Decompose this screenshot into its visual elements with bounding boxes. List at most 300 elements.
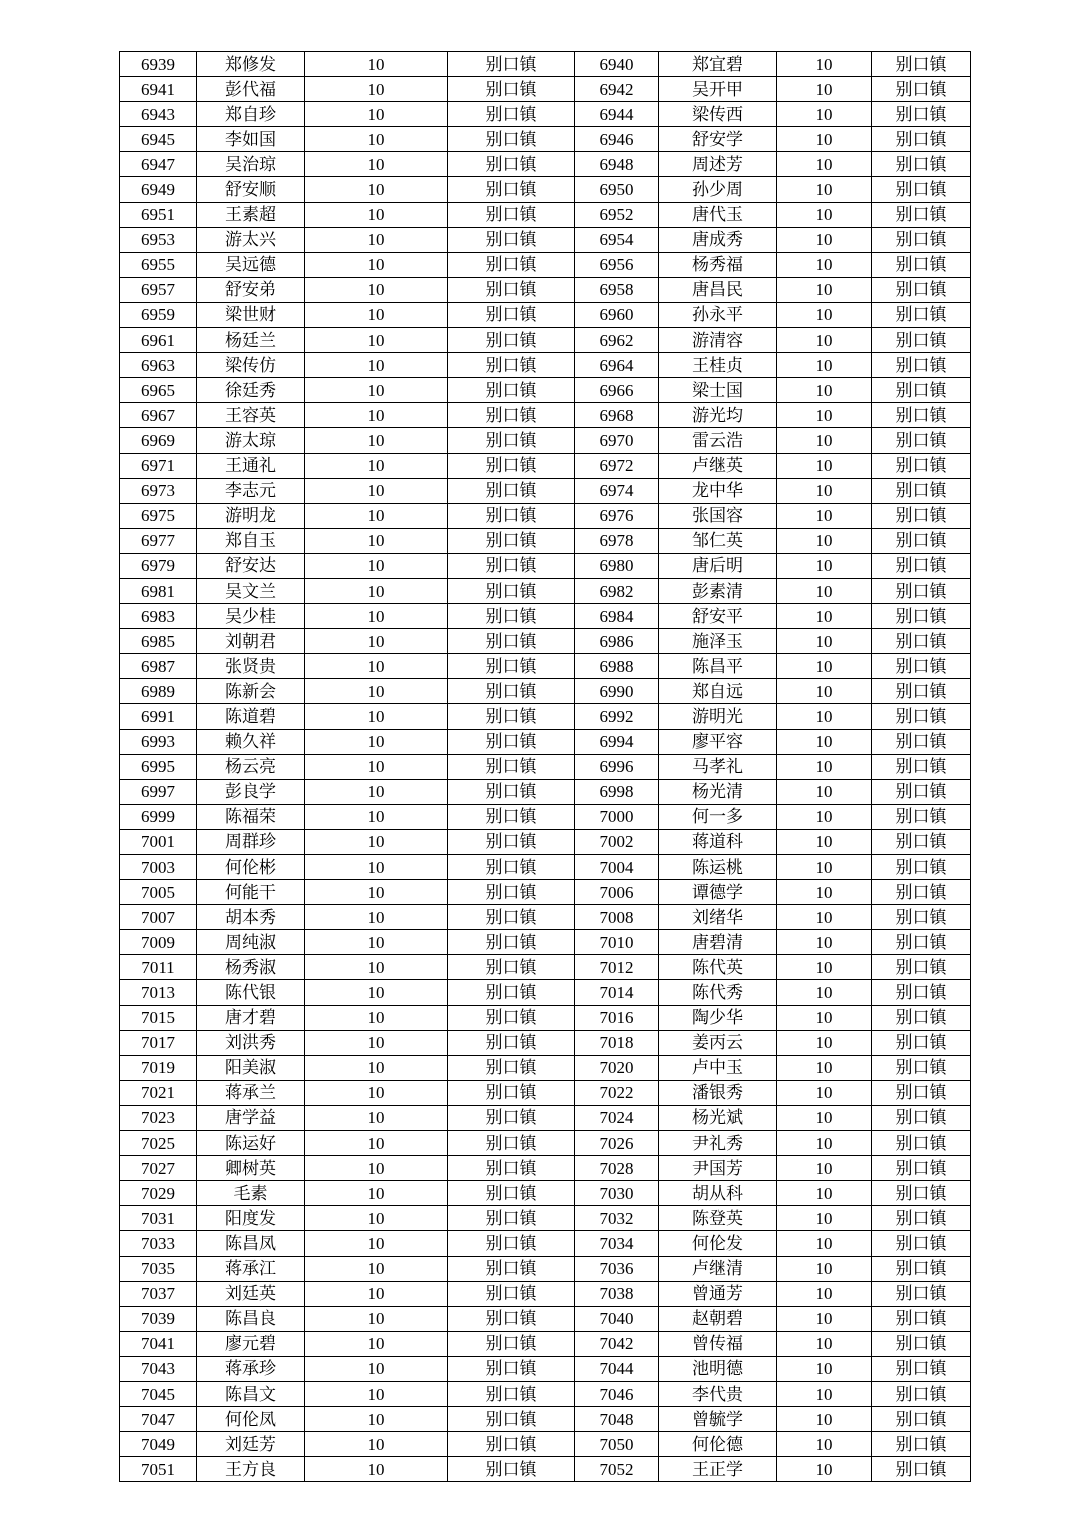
name-cell: 蒋承兰 — [197, 1080, 305, 1105]
amount-cell: 10 — [305, 729, 448, 754]
amount-cell: 10 — [305, 905, 448, 930]
table-row — [120, 729, 971, 754]
id-cell: 6960 — [575, 302, 659, 327]
name-cell: 廖元碧 — [197, 1331, 305, 1356]
id-cell: 7021 — [120, 1080, 197, 1105]
town-cell: 别口镇 — [448, 478, 575, 503]
amount-cell: 10 — [305, 152, 448, 177]
id-cell: 6981 — [120, 578, 197, 603]
id-cell: 7009 — [120, 930, 197, 955]
town-cell: 别口镇 — [448, 1356, 575, 1381]
name-cell: 尹礼秀 — [659, 1131, 777, 1156]
name-cell: 曾毓学 — [659, 1407, 777, 1432]
name-cell: 陈新会 — [197, 679, 305, 704]
name-cell: 彭素清 — [659, 578, 777, 603]
id-cell: 7006 — [575, 880, 659, 905]
id-cell: 6988 — [575, 654, 659, 679]
amount-cell: 10 — [777, 1381, 872, 1406]
table-row — [120, 1457, 971, 1482]
town-cell: 别口镇 — [872, 704, 971, 729]
name-cell: 孙少周 — [659, 177, 777, 202]
name-cell: 梁传西 — [659, 102, 777, 127]
id-cell: 6965 — [120, 378, 197, 403]
name-cell: 游明光 — [659, 704, 777, 729]
town-cell: 别口镇 — [872, 1181, 971, 1206]
amount-cell: 10 — [305, 1055, 448, 1080]
name-cell: 游太兴 — [197, 227, 305, 252]
amount-cell: 10 — [777, 428, 872, 453]
name-cell: 杨秀福 — [659, 252, 777, 277]
amount-cell: 10 — [777, 553, 872, 578]
town-cell: 别口镇 — [872, 127, 971, 152]
name-cell: 舒安学 — [659, 127, 777, 152]
name-cell: 游明龙 — [197, 503, 305, 528]
id-cell: 6999 — [120, 804, 197, 829]
town-cell: 别口镇 — [448, 980, 575, 1005]
table-row — [120, 1005, 971, 1030]
table-row — [120, 1432, 971, 1457]
town-cell: 别口镇 — [448, 1256, 575, 1281]
name-cell: 杨光斌 — [659, 1105, 777, 1130]
town-cell: 别口镇 — [872, 679, 971, 704]
amount-cell: 10 — [777, 328, 872, 353]
table-row — [120, 202, 971, 227]
amount-cell: 10 — [777, 503, 872, 528]
id-cell: 6967 — [120, 403, 197, 428]
town-cell: 别口镇 — [448, 654, 575, 679]
amount-cell: 10 — [305, 1356, 448, 1381]
amount-cell: 10 — [305, 277, 448, 302]
town-cell: 别口镇 — [448, 1281, 575, 1306]
town-cell: 别口镇 — [448, 1457, 575, 1482]
amount-cell: 10 — [777, 152, 872, 177]
amount-cell: 10 — [777, 754, 872, 779]
name-cell: 徐廷秀 — [197, 378, 305, 403]
name-cell: 彭代福 — [197, 77, 305, 102]
amount-cell: 10 — [305, 227, 448, 252]
table-row — [120, 1030, 971, 1055]
name-cell: 何能干 — [197, 880, 305, 905]
amount-cell: 10 — [305, 1256, 448, 1281]
id-cell: 6975 — [120, 503, 197, 528]
amount-cell: 10 — [305, 604, 448, 629]
amount-cell: 10 — [305, 1281, 448, 1306]
table-row — [120, 604, 971, 629]
table-row — [120, 1206, 971, 1231]
town-cell: 别口镇 — [872, 353, 971, 378]
amount-cell: 10 — [305, 1206, 448, 1231]
table-row — [120, 855, 971, 880]
town-cell: 别口镇 — [448, 704, 575, 729]
name-cell: 郑自远 — [659, 679, 777, 704]
id-cell: 7025 — [120, 1131, 197, 1156]
amount-cell: 10 — [777, 1356, 872, 1381]
id-cell: 7029 — [120, 1181, 197, 1206]
town-cell: 别口镇 — [872, 478, 971, 503]
id-cell: 6974 — [575, 478, 659, 503]
name-cell: 蒋承江 — [197, 1256, 305, 1281]
name-cell: 唐成秀 — [659, 227, 777, 252]
name-cell: 刘廷英 — [197, 1281, 305, 1306]
amount-cell: 10 — [305, 127, 448, 152]
amount-cell: 10 — [777, 804, 872, 829]
town-cell: 别口镇 — [448, 102, 575, 127]
town-cell: 别口镇 — [448, 77, 575, 102]
name-cell: 舒安顺 — [197, 177, 305, 202]
amount-cell: 10 — [777, 378, 872, 403]
name-cell: 赵朝碧 — [659, 1306, 777, 1331]
table-row — [120, 1281, 971, 1306]
id-cell: 6972 — [575, 453, 659, 478]
name-cell: 陶少华 — [659, 1005, 777, 1030]
amount-cell: 10 — [777, 1407, 872, 1432]
name-cell: 刘洪秀 — [197, 1030, 305, 1055]
table-row — [120, 754, 971, 779]
record-table — [119, 51, 971, 1482]
table-row — [120, 880, 971, 905]
amount-cell: 10 — [305, 679, 448, 704]
name-cell: 邹仁英 — [659, 528, 777, 553]
town-cell: 别口镇 — [872, 804, 971, 829]
table-row — [120, 654, 971, 679]
amount-cell: 10 — [305, 177, 448, 202]
name-cell: 杨光清 — [659, 779, 777, 804]
id-cell: 7002 — [575, 829, 659, 854]
amount-cell: 10 — [305, 1306, 448, 1331]
amount-cell: 10 — [777, 1181, 872, 1206]
amount-cell: 10 — [305, 754, 448, 779]
name-cell: 唐才碧 — [197, 1005, 305, 1030]
amount-cell: 10 — [305, 428, 448, 453]
town-cell: 别口镇 — [448, 1105, 575, 1130]
town-cell: 别口镇 — [448, 328, 575, 353]
id-cell: 6991 — [120, 704, 197, 729]
id-cell: 7003 — [120, 855, 197, 880]
amount-cell: 10 — [777, 1331, 872, 1356]
name-cell: 游太琼 — [197, 428, 305, 453]
town-cell: 别口镇 — [448, 1231, 575, 1256]
id-cell: 6944 — [575, 102, 659, 127]
town-cell: 别口镇 — [448, 528, 575, 553]
name-cell: 何伦凤 — [197, 1407, 305, 1432]
amount-cell: 10 — [305, 328, 448, 353]
id-cell: 6992 — [575, 704, 659, 729]
town-cell: 别口镇 — [448, 930, 575, 955]
town-cell: 别口镇 — [448, 428, 575, 453]
town-cell: 别口镇 — [448, 1306, 575, 1331]
town-cell: 别口镇 — [448, 127, 575, 152]
town-cell: 别口镇 — [872, 855, 971, 880]
id-cell: 7037 — [120, 1281, 197, 1306]
table-row — [120, 77, 971, 102]
town-cell: 别口镇 — [872, 1356, 971, 1381]
id-cell: 6982 — [575, 578, 659, 603]
id-cell: 7026 — [575, 1131, 659, 1156]
town-cell: 别口镇 — [872, 378, 971, 403]
name-cell: 赖久祥 — [197, 729, 305, 754]
id-cell: 6952 — [575, 202, 659, 227]
town-cell: 别口镇 — [448, 1407, 575, 1432]
id-cell: 7036 — [575, 1256, 659, 1281]
town-cell: 别口镇 — [872, 1432, 971, 1457]
id-cell: 6979 — [120, 553, 197, 578]
town-cell: 别口镇 — [872, 629, 971, 654]
town-cell: 别口镇 — [448, 1080, 575, 1105]
town-cell: 别口镇 — [872, 754, 971, 779]
id-cell: 6947 — [120, 152, 197, 177]
name-cell: 卢中玉 — [659, 1055, 777, 1080]
amount-cell: 10 — [777, 1131, 872, 1156]
amount-cell: 10 — [777, 52, 872, 77]
town-cell: 别口镇 — [872, 1156, 971, 1181]
table-row — [120, 227, 971, 252]
name-cell: 卿树英 — [197, 1156, 305, 1181]
id-cell: 7022 — [575, 1080, 659, 1105]
name-cell: 周述芳 — [659, 152, 777, 177]
name-cell: 毛素 — [197, 1181, 305, 1206]
name-cell: 周纯淑 — [197, 930, 305, 955]
town-cell: 别口镇 — [872, 453, 971, 478]
name-cell: 游光均 — [659, 403, 777, 428]
town-cell: 别口镇 — [872, 955, 971, 980]
id-cell: 6940 — [575, 52, 659, 77]
amount-cell: 10 — [305, 855, 448, 880]
amount-cell: 10 — [777, 252, 872, 277]
amount-cell: 10 — [305, 1381, 448, 1406]
amount-cell: 10 — [305, 528, 448, 553]
town-cell: 别口镇 — [448, 353, 575, 378]
name-cell: 陈代英 — [659, 955, 777, 980]
id-cell: 7017 — [120, 1030, 197, 1055]
town-cell: 别口镇 — [872, 1407, 971, 1432]
amount-cell: 10 — [777, 855, 872, 880]
id-cell: 7043 — [120, 1356, 197, 1381]
town-cell: 别口镇 — [448, 578, 575, 603]
town-cell: 别口镇 — [448, 955, 575, 980]
town-cell: 别口镇 — [872, 428, 971, 453]
amount-cell: 10 — [777, 1231, 872, 1256]
id-cell: 6943 — [120, 102, 197, 127]
town-cell: 别口镇 — [872, 578, 971, 603]
town-cell: 别口镇 — [872, 1030, 971, 1055]
table-row — [120, 980, 971, 1005]
amount-cell: 10 — [305, 704, 448, 729]
name-cell: 胡从科 — [659, 1181, 777, 1206]
amount-cell: 10 — [777, 1306, 872, 1331]
amount-cell: 10 — [305, 804, 448, 829]
town-cell: 别口镇 — [448, 227, 575, 252]
name-cell: 龙中华 — [659, 478, 777, 503]
amount-cell: 10 — [777, 353, 872, 378]
id-cell: 7011 — [120, 955, 197, 980]
amount-cell: 10 — [305, 1457, 448, 1482]
amount-cell: 10 — [305, 980, 448, 1005]
id-cell: 7038 — [575, 1281, 659, 1306]
name-cell: 舒安弟 — [197, 277, 305, 302]
name-cell: 陈福荣 — [197, 804, 305, 829]
name-cell: 刘绪华 — [659, 905, 777, 930]
amount-cell: 10 — [305, 1231, 448, 1256]
id-cell: 6958 — [575, 277, 659, 302]
name-cell: 吴文兰 — [197, 578, 305, 603]
id-cell: 6963 — [120, 353, 197, 378]
id-cell: 6985 — [120, 629, 197, 654]
amount-cell: 10 — [777, 578, 872, 603]
id-cell: 7030 — [575, 1181, 659, 1206]
town-cell: 别口镇 — [872, 604, 971, 629]
name-cell: 何伦彬 — [197, 855, 305, 880]
table-row — [120, 578, 971, 603]
amount-cell: 10 — [777, 127, 872, 152]
town-cell: 别口镇 — [872, 328, 971, 353]
id-cell: 6989 — [120, 679, 197, 704]
id-cell: 7049 — [120, 1432, 197, 1457]
id-cell: 7018 — [575, 1030, 659, 1055]
id-cell: 6969 — [120, 428, 197, 453]
amount-cell: 10 — [305, 202, 448, 227]
id-cell: 6962 — [575, 328, 659, 353]
town-cell: 别口镇 — [448, 378, 575, 403]
table-row — [120, 1181, 971, 1206]
name-cell: 陈登英 — [659, 1206, 777, 1231]
id-cell: 6970 — [575, 428, 659, 453]
table-row — [120, 252, 971, 277]
id-cell: 7004 — [575, 855, 659, 880]
name-cell: 陈昌文 — [197, 1381, 305, 1406]
town-cell: 别口镇 — [872, 1381, 971, 1406]
id-cell: 6959 — [120, 302, 197, 327]
id-cell: 6954 — [575, 227, 659, 252]
town-cell: 别口镇 — [448, 754, 575, 779]
id-cell: 6949 — [120, 177, 197, 202]
amount-cell: 10 — [305, 52, 448, 77]
id-cell: 6945 — [120, 127, 197, 152]
name-cell: 舒安达 — [197, 553, 305, 578]
town-cell: 别口镇 — [448, 52, 575, 77]
town-cell: 别口镇 — [872, 1005, 971, 1030]
town-cell: 别口镇 — [448, 905, 575, 930]
table-row — [120, 503, 971, 528]
name-cell: 陈昌良 — [197, 1306, 305, 1331]
town-cell: 别口镇 — [448, 1030, 575, 1055]
table-row — [120, 1131, 971, 1156]
id-cell: 7048 — [575, 1407, 659, 1432]
table-row — [120, 378, 971, 403]
town-cell: 别口镇 — [448, 1156, 575, 1181]
town-cell: 别口镇 — [448, 403, 575, 428]
town-cell: 别口镇 — [872, 202, 971, 227]
amount-cell: 10 — [777, 704, 872, 729]
amount-cell: 10 — [305, 930, 448, 955]
name-cell: 雷云浩 — [659, 428, 777, 453]
name-cell: 郑自玉 — [197, 528, 305, 553]
town-cell: 别口镇 — [448, 1206, 575, 1231]
town-cell: 别口镇 — [448, 302, 575, 327]
id-cell: 6950 — [575, 177, 659, 202]
town-cell: 别口镇 — [448, 1181, 575, 1206]
id-cell: 6964 — [575, 353, 659, 378]
amount-cell: 10 — [777, 829, 872, 854]
name-cell: 蒋道科 — [659, 829, 777, 854]
amount-cell: 10 — [305, 1407, 448, 1432]
id-cell: 7019 — [120, 1055, 197, 1080]
name-cell: 吴远德 — [197, 252, 305, 277]
name-cell: 王正学 — [659, 1457, 777, 1482]
name-cell: 潘银秀 — [659, 1080, 777, 1105]
id-cell: 6990 — [575, 679, 659, 704]
table-row — [120, 829, 971, 854]
name-cell: 梁传仿 — [197, 353, 305, 378]
id-cell: 6984 — [575, 604, 659, 629]
amount-cell: 10 — [777, 1080, 872, 1105]
id-cell: 6983 — [120, 604, 197, 629]
id-cell: 7033 — [120, 1231, 197, 1256]
town-cell: 别口镇 — [448, 252, 575, 277]
id-cell: 7052 — [575, 1457, 659, 1482]
amount-cell: 10 — [777, 980, 872, 1005]
town-cell: 别口镇 — [872, 528, 971, 553]
town-cell: 别口镇 — [872, 177, 971, 202]
amount-cell: 10 — [305, 353, 448, 378]
name-cell: 王素超 — [197, 202, 305, 227]
name-cell: 张贤贵 — [197, 654, 305, 679]
town-cell: 别口镇 — [872, 779, 971, 804]
amount-cell: 10 — [305, 252, 448, 277]
town-cell: 别口镇 — [448, 1131, 575, 1156]
id-cell: 7008 — [575, 905, 659, 930]
id-cell: 7014 — [575, 980, 659, 1005]
table-row — [120, 905, 971, 930]
town-cell: 别口镇 — [448, 779, 575, 804]
name-cell: 陈代秀 — [659, 980, 777, 1005]
amount-cell: 10 — [305, 829, 448, 854]
name-cell: 郑自珍 — [197, 102, 305, 127]
name-cell: 唐学益 — [197, 1105, 305, 1130]
id-cell: 6966 — [575, 378, 659, 403]
table-row — [120, 1331, 971, 1356]
town-cell: 别口镇 — [872, 277, 971, 302]
id-cell: 7012 — [575, 955, 659, 980]
amount-cell: 10 — [305, 629, 448, 654]
amount-cell: 10 — [305, 578, 448, 603]
amount-cell: 10 — [777, 1055, 872, 1080]
name-cell: 谭德学 — [659, 880, 777, 905]
town-cell: 别口镇 — [872, 1105, 971, 1130]
id-cell: 6968 — [575, 403, 659, 428]
table-row — [120, 679, 971, 704]
table-row — [120, 1306, 971, 1331]
amount-cell: 10 — [305, 503, 448, 528]
town-cell: 别口镇 — [872, 880, 971, 905]
town-cell: 别口镇 — [872, 1206, 971, 1231]
id-cell: 6957 — [120, 277, 197, 302]
table-row — [120, 1256, 971, 1281]
id-cell: 7028 — [575, 1156, 659, 1181]
amount-cell: 10 — [305, 1105, 448, 1130]
id-cell: 6977 — [120, 528, 197, 553]
id-cell: 6941 — [120, 77, 197, 102]
id-cell: 6951 — [120, 202, 197, 227]
name-cell: 施泽玉 — [659, 629, 777, 654]
name-cell: 周群珍 — [197, 829, 305, 854]
name-cell: 王通礼 — [197, 453, 305, 478]
id-cell: 6956 — [575, 252, 659, 277]
id-cell: 7035 — [120, 1256, 197, 1281]
amount-cell: 10 — [777, 654, 872, 679]
amount-cell: 10 — [777, 1156, 872, 1181]
table-row — [120, 1156, 971, 1181]
id-cell: 7010 — [575, 930, 659, 955]
